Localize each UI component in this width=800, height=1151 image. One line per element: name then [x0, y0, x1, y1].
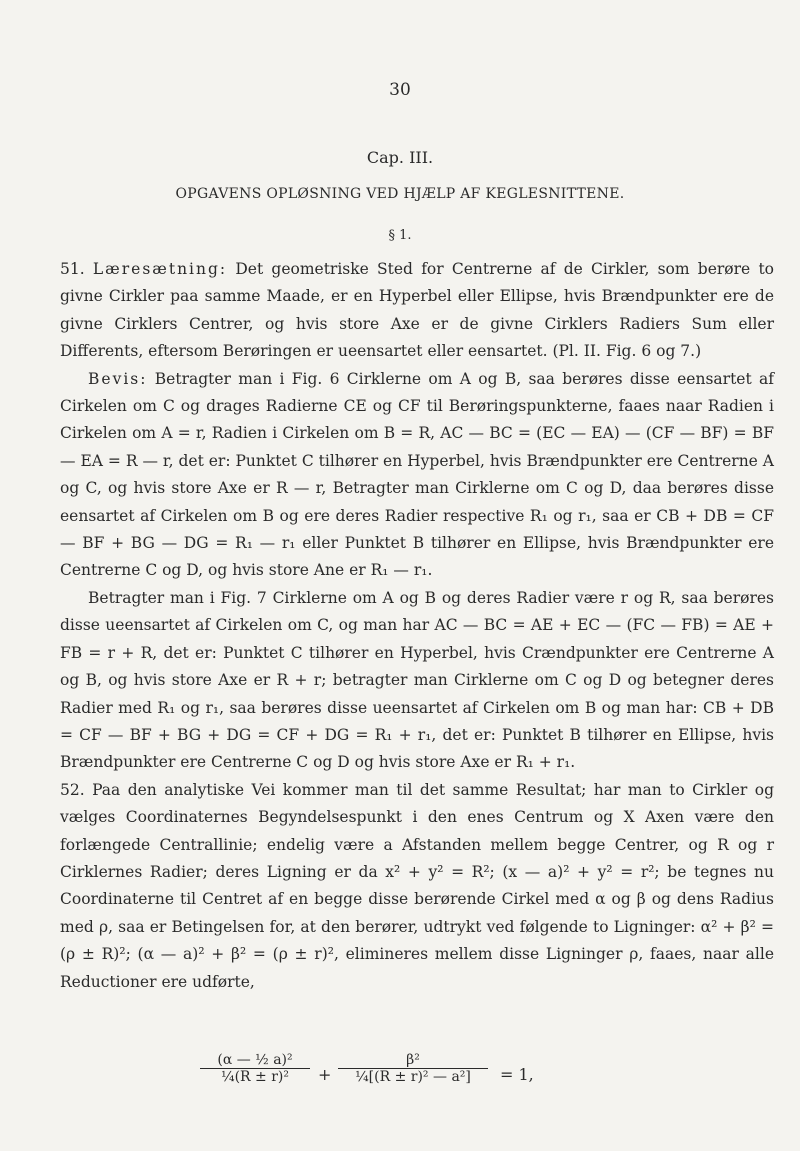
- fraction-1: [200, 1052, 310, 1085]
- ellipse-equation: [200, 1052, 620, 1102]
- fraction-2-numerator: β²: [406, 1052, 420, 1068]
- fraction-2: [338, 1052, 488, 1085]
- proof-label: Bevis:: [88, 369, 148, 388]
- fraction-1-denominator: ¼(R ± r)²: [200, 1068, 310, 1085]
- body-text: [60, 256, 774, 996]
- paragraph-51: [60, 256, 774, 366]
- theorem-text: Det geometriske Sted for Centrerne af de Cirkler, som berøre to givne Cirkler paa samme Maade, er en Hyperbel eller Ellipse, hvis Brændpunkter ere de givne Cirklers Centrer, og hvis store Axe er de givne Cirklers Radiers Sum eller Differents, eftersom Berøringen er ueensartet eller eensartet. (Pl. II. Fig. 6 og 7.): [60, 260, 775, 361]
- proof-text: Betragter man i Fig. 6 Cirklerne om A og B, saa berøres disse eensartet af Cirkelen om C og drages Radierne CE og CF til Berøringspunkterne, faaes naar Radien i Cirkelen om A = r, Radien i Cirkelen om B = R, AC — BC = (EC — EA) — (CF — BF) = BF — EA = R — r, det er: Punktet C tilhører en Hyperbel, hvis Brændpunkter ere Centrerne A og C, og hvis store Axe er R — r, Betragter man Cirklerne om C og D, daa berøres disse eensartet af Cirkelen om B og ere deres Radier respective R₁ og r₁, saa er CB + DB = CF — BF + BG — DG = R₁ — r₁ eller Punktet B tilhører en Ellipse, hvis Brændpunkter ere Centrerne C og D, og hvis store Ane er R₁ — r₁.: [60, 369, 774, 580]
- chapter-heading: OPGAVENS OPLØSNING VED HJÆLP AF KEGLESNITTENE.: [175, 186, 625, 202]
- section-marker: § 1.: [388, 228, 412, 243]
- chapter-title: Cap. III.: [366, 148, 434, 167]
- fraction-1-numerator: (α — ½ a)²: [217, 1052, 293, 1068]
- paragraph-fig7: Betragter man i Fig. 7 Cirklerne om A og B og deres Radier være r og R, saa berøres disse ueensartet af Cirkelen om C, og man har AC — BC = AE + EC — (FC — FB) = AE + FB = r + R, det er: Punktet C tilhører en Hyperbel, hvis Crændpunkter ere Centrerne A og B, og hvis store Axe er R + r; betragter man Cirklerne om C og D og betegner deres Radier med R₁ og r₁, saa berøres disse ueensartet af Cirkelen om B og man har: CB + DB = CF — BF + BG + DG = CF + DG = R₁ + r₁, det er: Punktet B tilhører en Ellipse, hvis Brændpunkter ere Centrerne C og D og hvis store Axe er R₁ + r₁.: [60, 588, 774, 772]
- page-number: 30: [389, 80, 411, 100]
- equation-rhs: = 1,: [500, 1065, 534, 1084]
- paragraph-number: 51.: [60, 260, 93, 278]
- fraction-2-denominator: ¼[(R ± r)² — a²]: [338, 1068, 488, 1085]
- paragraph-52: 52. Paa den analytiske Vei kommer man til det samme Resultat; har man to Cirkler og vælges Coordinaternes Begyndelsespunkt i den enes Centrum og X Axen være den forlængede Centrallinie; endelig være a Afstanden mellem begge Centrer, og R og r Cirklernes Radier; deres Ligning er da x² + y² = R²; (x — a)² + y² = r²; be tegnes nu Coordinaterne til Centret af en begge disse berørende Cirkel med α og β og dens Radius med ρ, saa er Betingelsen for, at den berører, udtrykt ved følgende to Ligninger: α² + β² = (ρ ± R)²; (α — a)² + β² = (ρ ± r)², elimineres mellem disse Ligninger ρ, faaes, naar alle Reductioner ere udførte,: [60, 780, 774, 991]
- theorem-label: Læresætning:: [92, 260, 228, 278]
- plus-sign: +: [318, 1065, 332, 1084]
- proof-paragraph: [60, 366, 774, 585]
